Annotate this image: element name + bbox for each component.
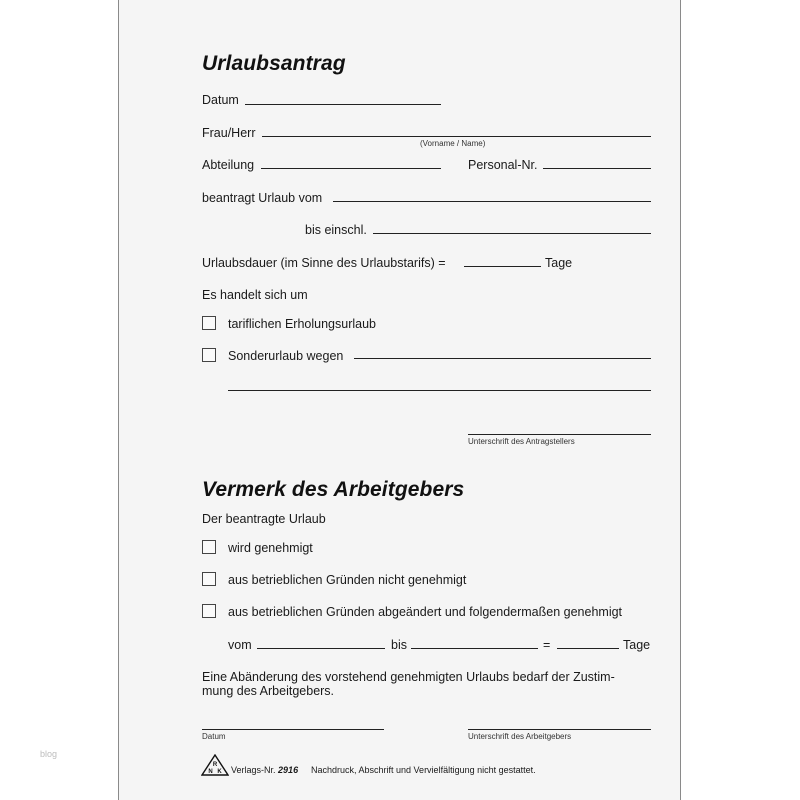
logo-letter-r: R <box>212 762 218 768</box>
handelt-label: Es handelt sich um <box>202 288 308 302</box>
erholungsurlaub-checkbox[interactable] <box>202 316 216 330</box>
urlaub-vom-field[interactable] <box>333 201 651 202</box>
urlaubsdauer-label: Urlaubsdauer (im Sinne des Urlaubstarifs) = <box>202 256 446 270</box>
note-line-1: Eine Abänderung des vorstehend genehmigten Urlaubs bedarf der Zustim- <box>202 670 615 684</box>
form-title: Urlaubsantrag <box>202 52 346 75</box>
employer-vom-label: vom <box>228 638 252 652</box>
datum-label: Datum <box>202 93 239 107</box>
urlaub-bis-label: bis einschl. <box>305 223 367 237</box>
employer-datum-field[interactable] <box>202 729 384 730</box>
abteilung-field[interactable] <box>261 168 441 169</box>
employer-intro: Der beantragte Urlaub <box>202 512 326 526</box>
sonderurlaub-checkbox[interactable] <box>202 348 216 362</box>
note-line-2: mung des Arbeitgebers. <box>202 684 335 698</box>
employer-tage-field[interactable] <box>557 648 619 649</box>
employer-equals: = <box>543 638 551 652</box>
tage-label: Tage <box>545 256 573 270</box>
employer-tage-label: Tage <box>623 638 651 652</box>
abteilung-label: Abteilung <box>202 158 255 172</box>
verlag-info <box>231 765 298 775</box>
employer-datum-label: Datum <box>202 732 226 741</box>
abgeaendert-checkbox[interactable] <box>202 604 216 618</box>
datum-field[interactable] <box>245 104 441 105</box>
nicht-genehmigt-label: aus betrieblichen Gründen nicht genehmigt <box>228 573 467 587</box>
signature-applicant-label: Unterschrift des Antragstellers <box>468 437 575 446</box>
urlaub-bis-field[interactable] <box>373 233 651 234</box>
genehmigt-checkbox[interactable] <box>202 540 216 554</box>
verlag-prefix: Verlags-Nr. <box>231 765 276 775</box>
name-label: Frau/Herr <box>202 126 256 140</box>
urlaubsdauer-field[interactable] <box>464 266 541 267</box>
employer-bis-field[interactable] <box>411 648 538 649</box>
signature-applicant-field[interactable] <box>468 434 651 435</box>
sonderurlaub-reason-field[interactable] <box>354 358 651 359</box>
logo-letter-k: K <box>217 769 222 775</box>
logo-letter-n: N <box>208 769 213 775</box>
genehmigt-label: wird genehmigt <box>228 541 313 555</box>
sonderurlaub-reason-field-2[interactable] <box>228 390 651 391</box>
employer-bis-label: bis <box>391 638 407 652</box>
urlaub-vom-label: beantragt Urlaub vom <box>202 191 323 205</box>
signature-employer-label: Unterschrift des Arbeitgebers <box>468 732 572 741</box>
name-hint: (Vorname / Name) <box>420 139 486 148</box>
employer-vom-field[interactable] <box>257 648 385 649</box>
copyright-note: Nachdruck, Abschrift und Vervielfältigung nicht gestattet. <box>311 765 536 775</box>
abgeaendert-label: aus betrieblichen Gründen abgeändert und folgendermaßen genehmigt <box>228 605 623 619</box>
publisher-logo-icon <box>201 754 229 781</box>
verlag-number: 2916 <box>278 765 299 775</box>
nicht-genehmigt-checkbox[interactable] <box>202 572 216 586</box>
name-field[interactable] <box>262 136 651 137</box>
employer-section-title: Vermerk des Arbeitgebers <box>202 478 465 501</box>
erholungsurlaub-label: tariflichen Erholungsurlaub <box>228 317 377 331</box>
personal-nr-field[interactable] <box>543 168 651 169</box>
personal-nr-label: Personal-Nr. <box>468 158 538 172</box>
watermark: blog <box>40 749 58 759</box>
sonderurlaub-label: Sonderurlaub wegen <box>228 349 344 363</box>
signature-employer-field[interactable] <box>468 729 651 730</box>
